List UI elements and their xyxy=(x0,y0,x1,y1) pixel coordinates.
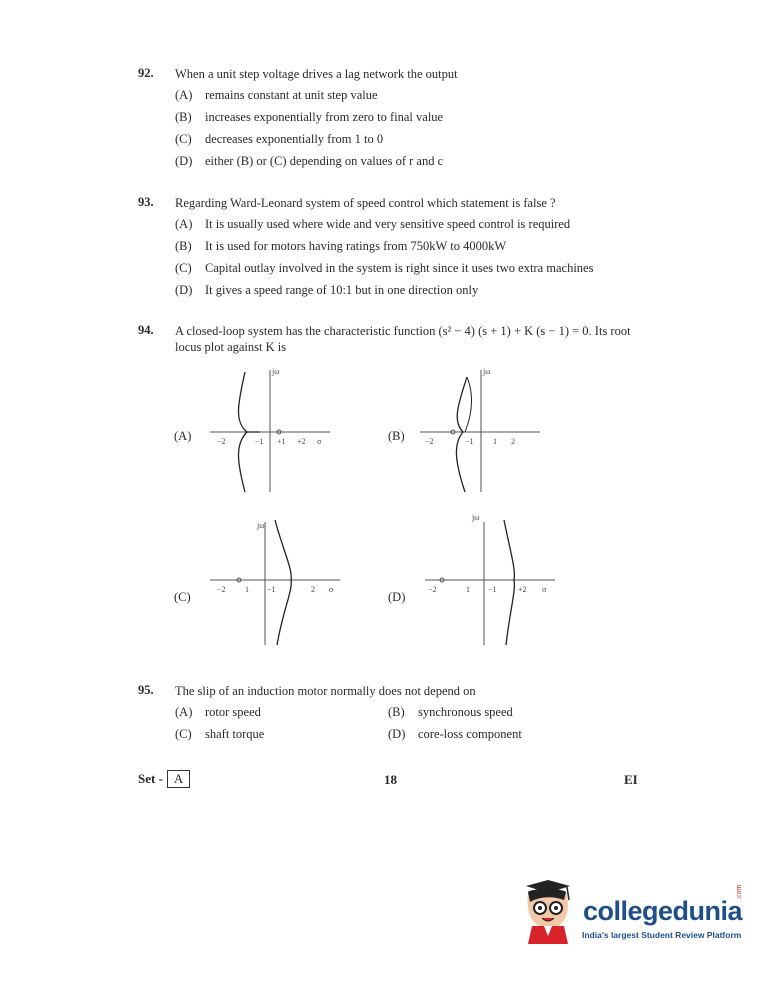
option-d: (D) core-loss component xyxy=(388,727,522,741)
set-label: Set - xyxy=(138,771,163,786)
tick-label: 1 xyxy=(493,437,497,446)
locus-branch xyxy=(275,520,291,645)
option-a: (A) remains constant at unit step value xyxy=(175,88,378,102)
plot-label-d: (D) xyxy=(388,590,406,604)
tick-label: 2 xyxy=(511,437,515,446)
tick-label: −1 xyxy=(488,585,497,594)
tick-label: −2 xyxy=(217,437,226,446)
option-a: (A) rotor speed xyxy=(175,705,261,719)
brand-suffix: .com xyxy=(736,884,743,900)
root-locus-plot-d xyxy=(420,510,560,650)
tick-label: σ xyxy=(329,585,334,594)
option-c: (C) Capital outlay involved in the system is right since it uses two extra machines xyxy=(175,261,594,275)
question-number: 95. xyxy=(138,683,154,697)
tick-label: +2 xyxy=(297,437,306,446)
subject-code: EI xyxy=(624,772,638,787)
question-stem: When a unit step voltage drives a lag network the output xyxy=(175,67,458,81)
question-94 xyxy=(138,323,658,363)
option-c: (C) decreases exponentially from 1 to 0 xyxy=(175,132,384,146)
plot-label-b: (B) xyxy=(388,429,405,443)
question-95 xyxy=(138,683,658,743)
question-stem: The slip of an induction motor normally does not depend on xyxy=(175,684,476,698)
tick-label: +2 xyxy=(518,585,527,594)
plot-label-a: (A) xyxy=(174,429,192,443)
locus-branch xyxy=(456,377,467,492)
root-locus-plot-a xyxy=(205,362,335,497)
question-stem: Regarding Ward-Leonard system of speed control which statement is false ? xyxy=(175,196,556,210)
option-b: (B) increases exponentially from zero to final value xyxy=(175,110,444,124)
question-93 xyxy=(138,195,658,305)
tick-label: −2 xyxy=(217,585,226,594)
tick-label: 1 xyxy=(466,585,470,594)
root-locus-plot-b xyxy=(415,362,545,497)
brand-name: collegedunia xyxy=(583,896,743,926)
tick-label: −2 xyxy=(428,585,437,594)
option-d: (D) It gives a speed range of 10:1 but in one direction only xyxy=(175,283,479,297)
tick-label: 1 xyxy=(245,585,249,594)
tick-label: −1 xyxy=(267,585,276,594)
question-number: 93. xyxy=(138,195,154,209)
question-number: 92. xyxy=(138,66,154,80)
page-number: 18 xyxy=(384,772,397,787)
question-stem: A closed-loop system has the characteristic function (s² − 4) (s + 1) + K (s − 1) = 0. Its root locus plot against K is xyxy=(175,324,631,354)
option-b: (B) It is used for motors having ratings from 750kW to 4000kW xyxy=(175,239,507,253)
option-d: (D) either (B) or (C) depending on values of r and c xyxy=(175,154,444,168)
option-a: (A) It is usually used where wide and very sensitive speed control is required xyxy=(175,217,571,231)
collegedunia-logo xyxy=(518,880,748,950)
question-92 xyxy=(138,66,658,176)
brand-tagline: India's largest Student Review Platform xyxy=(582,930,742,940)
tick-label: σ xyxy=(317,437,322,446)
set-value: A xyxy=(167,770,190,788)
root-locus-plot-c xyxy=(205,510,345,650)
axis-label: jω xyxy=(272,367,280,376)
option-b: (B) synchronous speed xyxy=(388,705,513,719)
tick-label: +1 xyxy=(277,437,286,446)
tick-label: −1 xyxy=(465,437,474,446)
set-indicator xyxy=(138,770,190,788)
axis-label: jω xyxy=(483,367,491,376)
tick-label: σ xyxy=(542,585,547,594)
locus-branch xyxy=(465,377,471,432)
tick-label: 2 xyxy=(311,585,315,594)
tick-label: −1 xyxy=(255,437,264,446)
mascot-icon xyxy=(518,880,582,950)
axis-label: jω xyxy=(257,521,265,530)
plot-label-c: (C) xyxy=(174,590,191,604)
tick-label: −2 xyxy=(425,437,434,446)
axis-label: jω xyxy=(472,513,480,522)
question-number: 94. xyxy=(138,323,154,337)
locus-branch xyxy=(504,520,514,645)
option-c: (C) shaft torque xyxy=(175,727,265,741)
